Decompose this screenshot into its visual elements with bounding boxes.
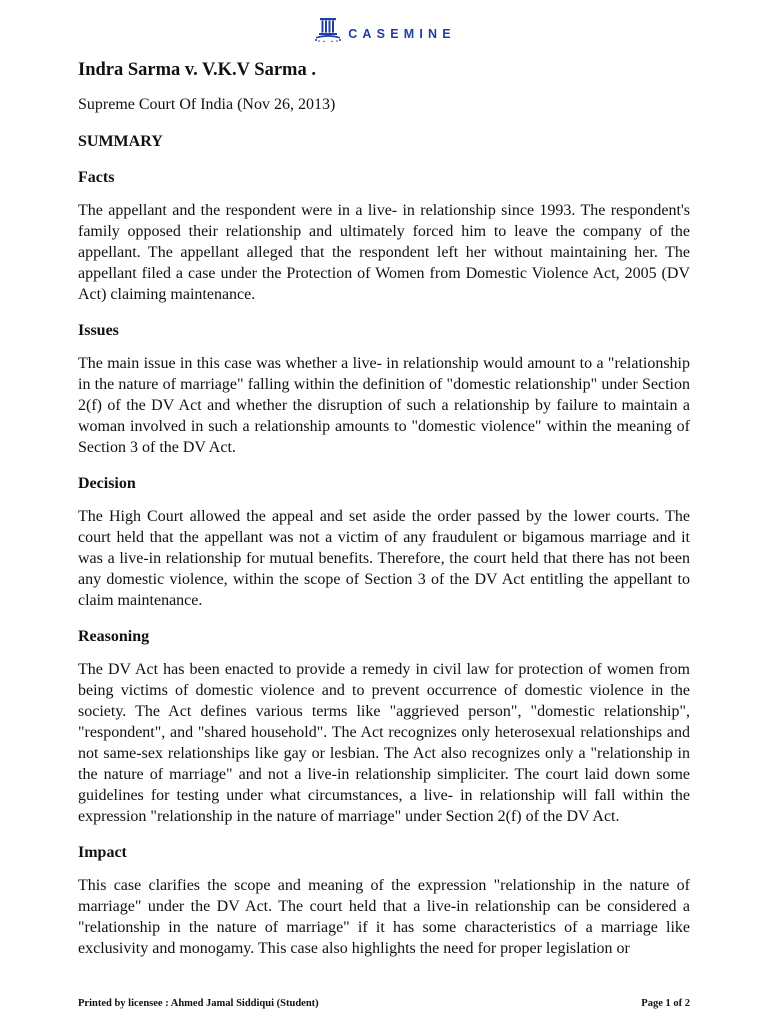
section-heading: Impact xyxy=(78,844,127,861)
section-reasoning xyxy=(78,627,690,827)
section-body: The DV Act has been enacted to provide a remedy in civil law for protection of women from being victims of domestic violence and to prevent occurrence of domestic violence in the society. The Act defines various terms like "aggrieved person", "domestic relationship", "respondent", and "shared household". The Act recognizes only heterosexual relationships and not same-sex relationships like gay or lesbian. The Act also recognizes only a "relationship in the nature of marriage" and not a live-in relationship simpliciter. The court laid down some guidelines for testing under what circumstances, a live- in relationship will fall within the expression "relationship in the nature of marriage" under Section 2(f) of the DV Act. xyxy=(78,661,690,825)
brand-name: CASEMINE xyxy=(348,27,456,41)
section-body: The High Court allowed the appeal and set aside the order passed by the lower courts. The court held that the appellant was not a victim of any fraudulent or bigamous marriage and it was a live-in relationship for mutual benefits. Therefore, the court held that there has not been any domestic violence, within the scope of Section 3 of the DV Act entitling the appellant to claim maintenance. xyxy=(78,508,690,609)
section-issues xyxy=(78,321,690,458)
case-title: Indra Sarma v. V.K.V Sarma . xyxy=(78,60,316,80)
summary-heading: SUMMARY xyxy=(78,133,163,150)
pillar-building-icon xyxy=(312,16,342,49)
section-heading: Decision xyxy=(78,475,136,492)
court-and-date: Supreme Court Of India (Nov 26, 2013) xyxy=(78,96,336,113)
page-footer xyxy=(78,998,690,1009)
section-heading: Facts xyxy=(78,169,115,186)
section-heading: Reasoning xyxy=(78,628,150,645)
page-number: Page 1 of 2 xyxy=(641,998,690,1009)
section-impact xyxy=(78,843,690,959)
section-facts xyxy=(78,168,690,305)
section-body: The main issue in this case was whether a live- in relationship would amount to a "relationship in the nature of marriage" falling within the definition of "domestic relationship" under Section 2(f) of the DV Act and whether the disruption of such a relationship by failure to maintain a woman involved in such a relationship amounts to "domestic violence" within the meaning of Section 3 of the DV Act. xyxy=(78,355,690,456)
document-body xyxy=(78,58,690,959)
printed-by-label: Printed by licensee : Ahmed Jamal Siddiqui (Student) xyxy=(78,998,319,1009)
section-heading: Issues xyxy=(78,322,119,339)
section-decision xyxy=(78,474,690,611)
casemine-logo xyxy=(0,16,768,49)
section-body: This case clarifies the scope and meaning of the expression "relationship in the nature of marriage" under the DV Act. The court held that a live-in relationship can be considered a "relationship in the nature of marriage" if it has some characteristics of a marriage like exclusivity and monogamy. This case also highlights the need for proper legislation or xyxy=(78,877,690,957)
section-body: The appellant and the respondent were in a live- in relationship since 1993. The respondent's family opposed their relationship and ultimately forced him to leave the company of the appellant. The appellant alleged that the respondent left her without maintaining her. The appellant filed a case under the Protection of Women from Domestic Violence Act, 2005 (DV Act) claiming maintenance. xyxy=(78,202,690,303)
